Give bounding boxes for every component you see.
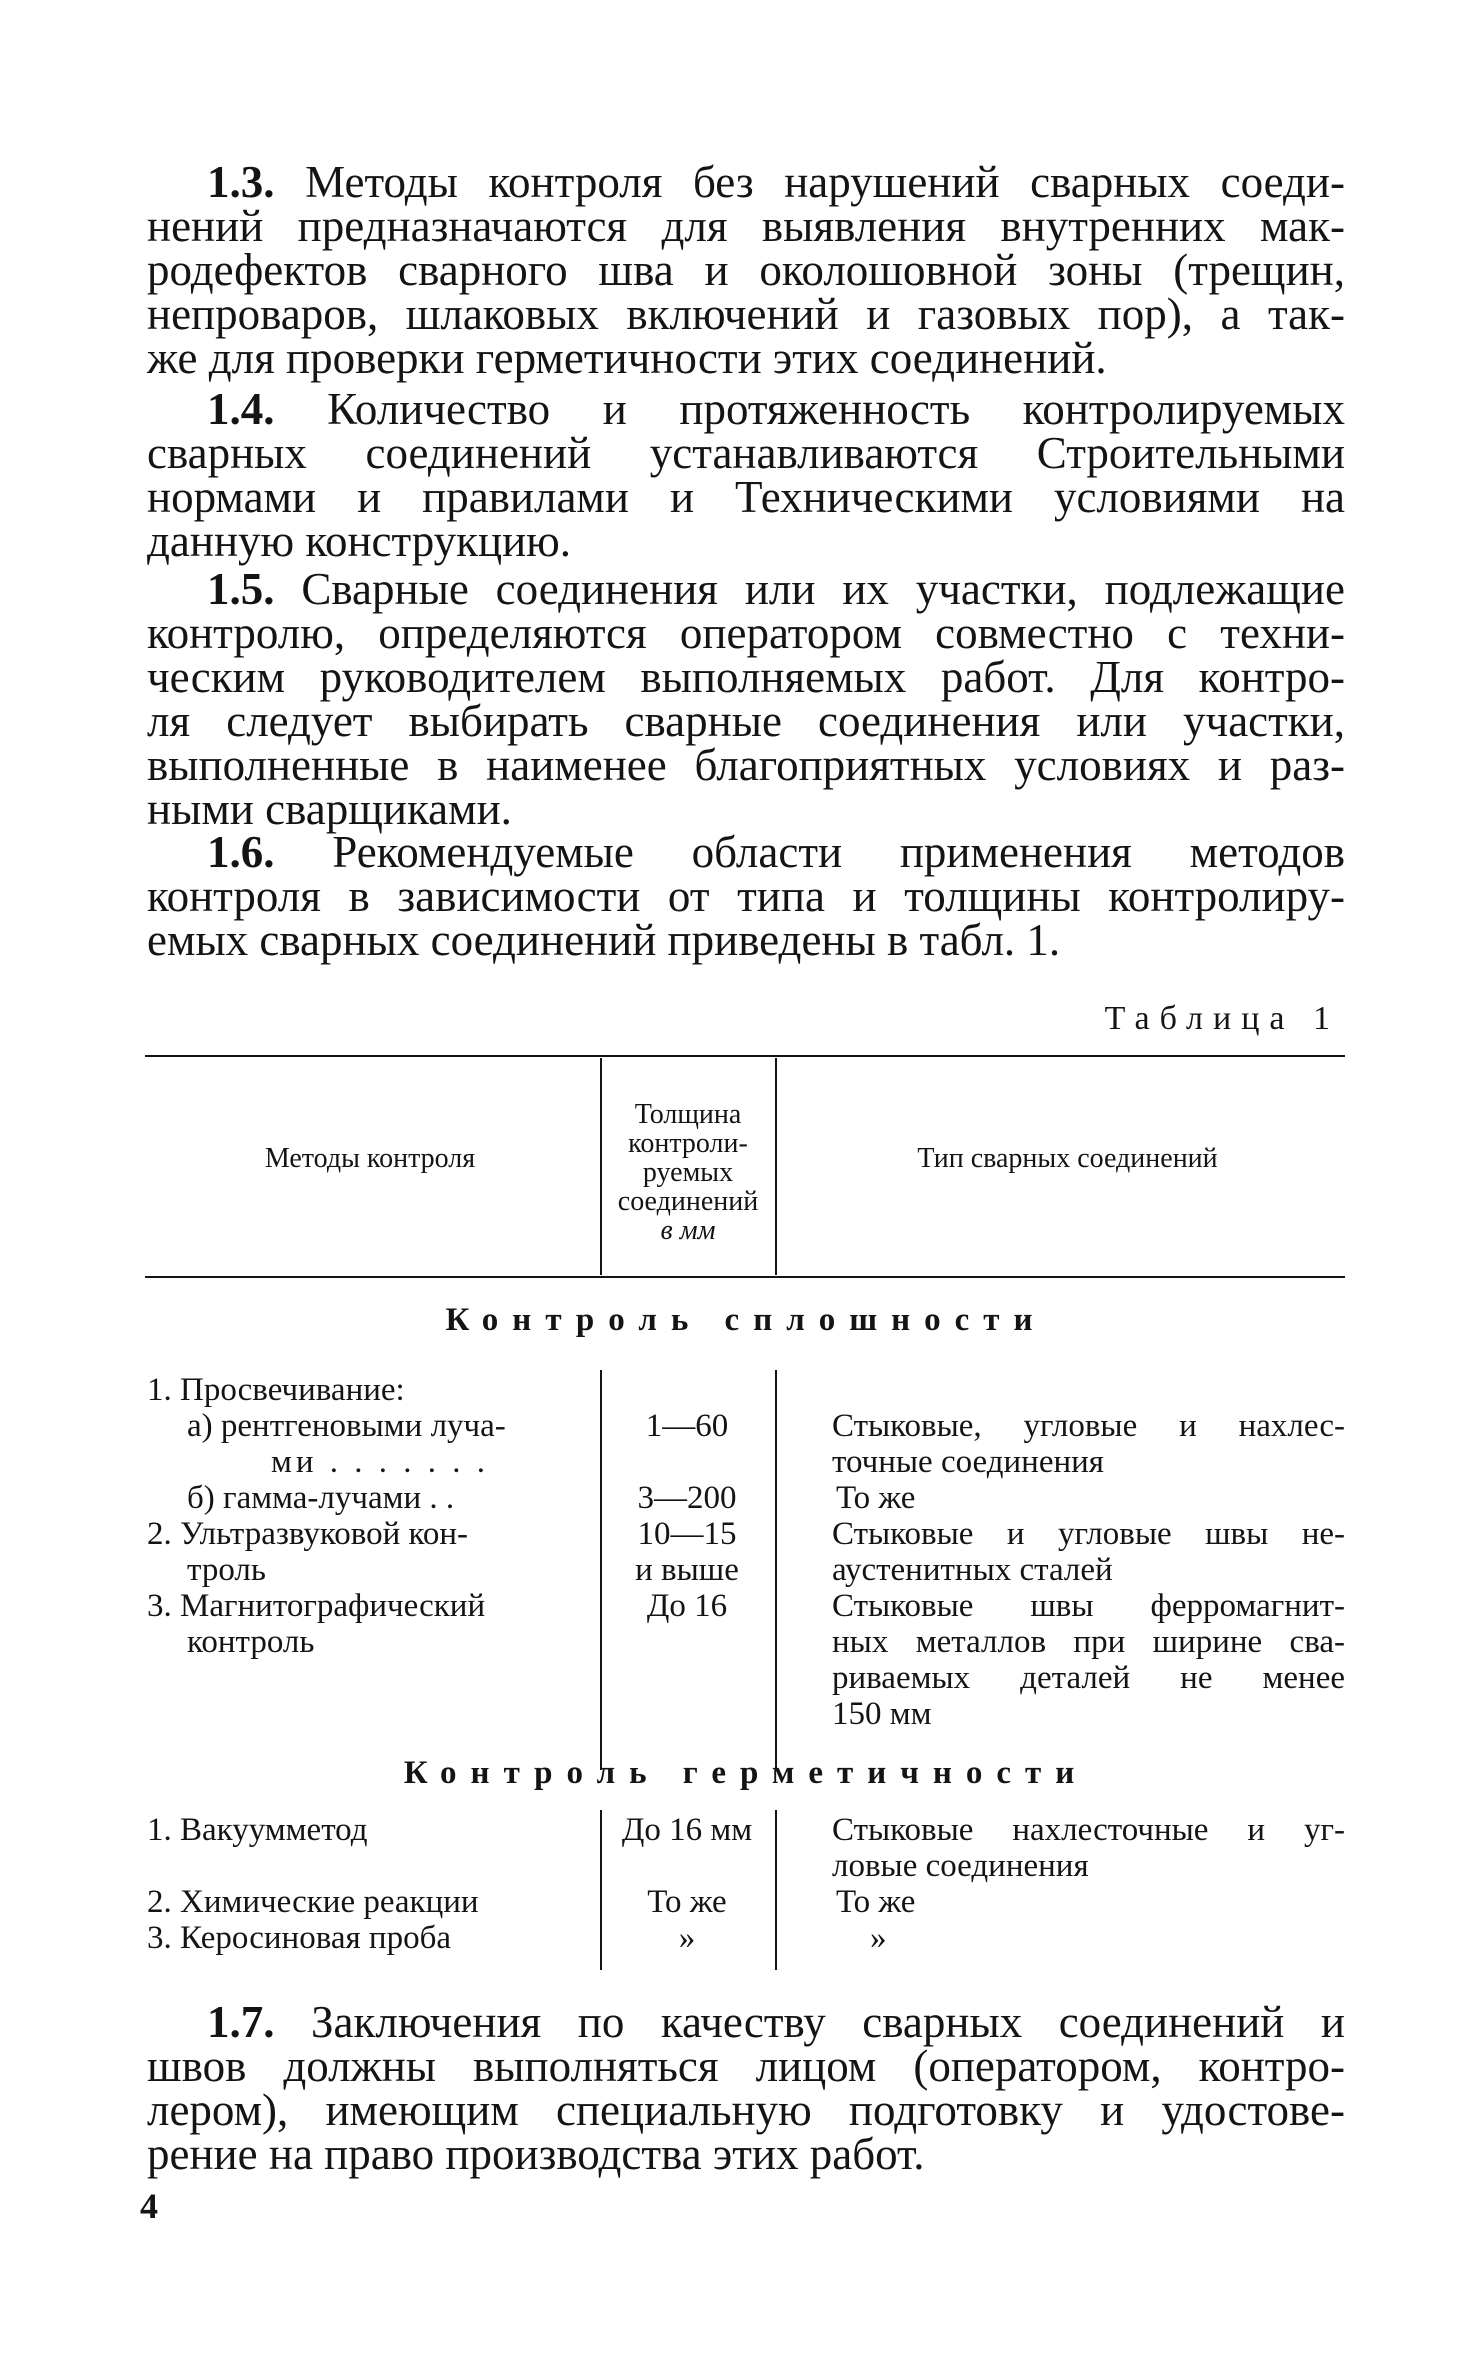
- paragraph-line: нений предназначаются для выявления внутренних мак-: [147, 201, 1345, 251]
- paragraph-number: 1.4.: [207, 384, 275, 434]
- paragraph-line: Рекомендуемые области применения методов: [332, 827, 1345, 877]
- paragraph-line: ческим руководителем выполняемых работ. Для контро-: [147, 652, 1345, 702]
- paragraph-line: контролю, определяются оператором совместно с техни-: [147, 608, 1345, 658]
- thickness-cell: »: [678, 1920, 696, 1956]
- thickness-cell: 1—60: [645, 1408, 729, 1444]
- thickness-cell: 10—15 и выше: [635, 1516, 739, 1588]
- paragraph-line: швов должны выполняться лицом (оператором, контро-: [147, 2041, 1345, 2091]
- paragraph-line: непроваров, шлаковых включений и газовых пор), а так-: [147, 289, 1345, 339]
- header-methods: Методы контроля: [264, 1143, 476, 1174]
- paragraph-line: Сварные соединения или их участки, подлежащие: [301, 564, 1345, 614]
- paragraph-1-7: [147, 1997, 1345, 2179]
- thickness-cell: То же: [647, 1884, 727, 1920]
- type-cell: Стыковые и угловые швы не- аустенитных сталей: [832, 1516, 1345, 1588]
- method-cell: 2. Химические реакции: [147, 1884, 479, 1920]
- paragraph-number: 1.3.: [207, 157, 275, 207]
- method-cell: б) гамма-лучами . .: [187, 1480, 455, 1516]
- type-cell: То же: [836, 1884, 916, 1920]
- page-number: 4: [140, 2186, 158, 2226]
- column-divider: [775, 1058, 777, 1275]
- type-cell: Стыковые швы ферромагнит- ных металлов при ширине сва- риваемых деталей не менее 150 мм: [832, 1588, 1345, 1732]
- paragraph-line: выполненные в наименее благоприятных условиях и раз-: [147, 740, 1345, 790]
- paragraph-1-3: [147, 157, 1345, 383]
- paragraph-line: родефектов сварного шва и околошовной зоны (трещин,: [147, 245, 1345, 295]
- paragraph-1-4: [147, 384, 1345, 566]
- paragraph-line: контроля в зависимости от типа и толщины контролиру-: [147, 871, 1345, 921]
- paragraph-line: емых сварных соединений приведены в табл. 1.: [147, 915, 1061, 965]
- paragraph-1-5: [147, 564, 1345, 834]
- header-thickness: Толщина контроли- руемых соединений в мм: [617, 1099, 759, 1246]
- paragraph-line: ля следует выбирать сварные соединения или участки,: [147, 696, 1345, 746]
- thickness-cell: До 16 мм: [621, 1812, 753, 1848]
- type-cell: То же: [836, 1480, 916, 1516]
- paragraph-line: Методы контроля без нарушений сварных соеди-: [305, 157, 1345, 207]
- method-cell: а) рентгеновыми луча- ми . . . . . . .: [187, 1408, 506, 1480]
- header-type: Тип сварных соединений: [917, 1143, 1218, 1174]
- method-cell: 2. Ультразвуковой кон- троль: [147, 1516, 468, 1588]
- paragraph-line: данную конструкцию.: [147, 516, 572, 566]
- type-cell: Стыковые, угловые и нахлес- точные соединения: [832, 1408, 1345, 1480]
- thickness-cell: До 16: [646, 1588, 728, 1624]
- paragraph-1-6: [147, 827, 1345, 965]
- paragraph-line: ными сварщиками.: [147, 784, 512, 834]
- method-cell: 3. Керосиновая проба: [147, 1920, 452, 1956]
- paragraph-line: нормами и правилами и Техническими условиями на: [147, 472, 1345, 522]
- method-cell: 1. Просвечивание:: [147, 1372, 405, 1408]
- paragraph-number: 1.6.: [207, 827, 275, 877]
- column-divider: [775, 1810, 777, 1970]
- method-cell: 3. Магнитографический контроль: [147, 1588, 486, 1660]
- table-header-rule: [145, 1276, 1345, 1278]
- column-divider: [775, 1370, 777, 1770]
- table-caption: Таблица 1: [1104, 1000, 1340, 1037]
- paragraph-line: лером), имеющим специальную подготовку и удостове-: [147, 2085, 1345, 2135]
- section-title: Контроль сплошности: [445, 1302, 1047, 1338]
- table-top-rule: [145, 1055, 1345, 1057]
- paragraph-line: Заключения по качеству сварных соединений и: [311, 1997, 1345, 2047]
- paragraph-line: рение на право производства этих работ.: [147, 2129, 925, 2179]
- paragraph-number: 1.5.: [207, 564, 275, 614]
- method-cell: 1. Вакуумметод: [147, 1812, 368, 1848]
- paragraph-line: же для проверки герметичности этих соединений.: [147, 333, 1107, 383]
- section-title: Контроль герметичности: [403, 1755, 1089, 1791]
- thickness-cell: 3—200: [637, 1480, 737, 1516]
- type-cell: Стыковые нахлесточные и уг- ловые соединения: [832, 1812, 1345, 1884]
- type-cell: »: [870, 1920, 887, 1956]
- paragraph-number: 1.7.: [207, 1997, 275, 2047]
- paragraph-line: сварных соединений устанавливаются Строительными: [147, 428, 1345, 478]
- paragraph-line: Количество и протяженность контролируемых: [327, 384, 1345, 434]
